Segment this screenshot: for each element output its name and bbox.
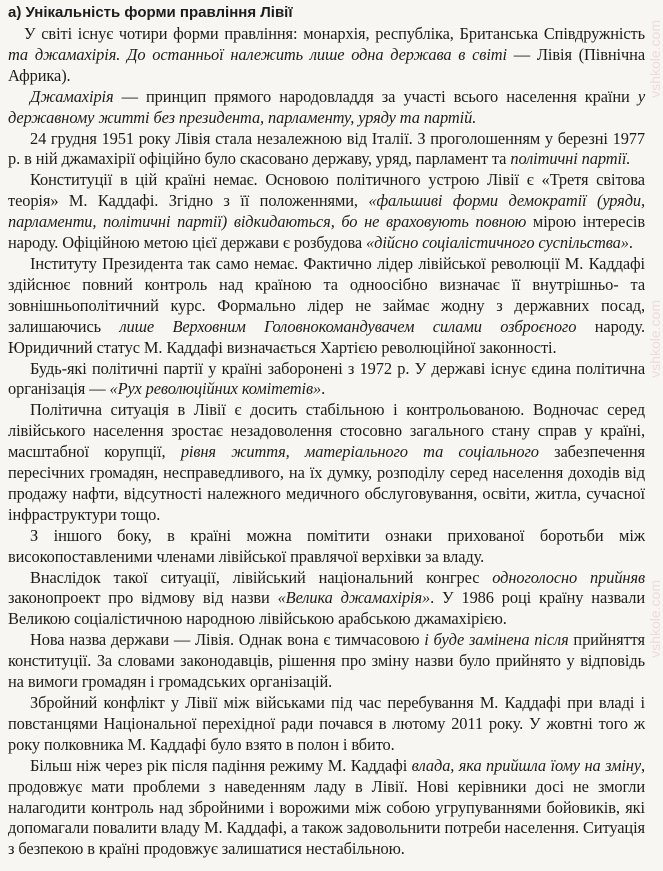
text-run: З іншого боку, в країні можна помітити ознаки прихованої боротьби між високопоставленими членами лівійської правлячої верхівки за владу. [8, 525, 645, 566]
italic-text: і буде замінена після [424, 630, 569, 650]
italic-text: «дійсно соціалістичного суспільства» [366, 233, 629, 253]
italic-text: політичні партії. [510, 149, 631, 169]
text-run: Інституту Президента так само немає. Фактично лідер лівійської революції М. Каддафі здійснює повний контроль над країною та одноосібно визначає її внутрішньо- та зовнішньополітичний курс. Формально лідер не займає жодну з державних посад, залишаючись [8, 253, 645, 336]
italic-text: рівня життя, матеріального та соціального [180, 442, 539, 462]
text-run: Внаслідок такої ситуації, лівійський національний конгрес [30, 567, 493, 587]
paragraph [8, 24, 645, 87]
text-run: законопроект про відмову від назви [8, 588, 278, 608]
italic-text: Джамахірія [30, 86, 114, 106]
text-run: Будь-які політичні партії у країні заборонені з 1972 р. У державі існує єдина політична організація — [8, 358, 645, 399]
text-run: , продовжує мати проблеми з наведенням ладу в Лівії. Нові керівники досі не змогли налагодити контроль над збройними і ворожими між собою угрупуваннями бойовиків, які допомагали повалити владу М. Каддафі, а також задовольнити потреби населення. Ситуація з безпекою в країні продовжує залишатися нестабільною. [8, 755, 645, 859]
text-run: Конституції в цій країні немає. Основою політичного устрою Лівії є «Третя світова теорія» М. Каддафі. Згідно з її положеннями, [8, 170, 645, 211]
italic-text: «фальшиві форми демократії (уряди, парламенти, політичні партії) відкидаються, бо не враховують повною [8, 191, 645, 232]
italic-text: лише Верховним Головнокомандувачем силами озброєного [119, 316, 577, 336]
text-run: 24 грудня 1951 року Лівія стала незалежною від Італії. З проголошенням у березні 1977 р. в ній джамахірії офіційно було скасовано державу, уряд, парламент та [8, 128, 645, 169]
italic-text: влада, яка прийшла їому на зміну [411, 755, 641, 775]
watermark-right-top: vshkole.com [647, 20, 663, 98]
paragraph [8, 359, 645, 401]
text-run: . У 1986 році країну назвали Великою соціалістичною народною лівійською арабською джамахірією. [8, 588, 645, 629]
text-run: — Лівія (Північна Африка). [8, 44, 645, 85]
paragraph [8, 756, 645, 861]
italic-text: одноголосно прийняв [492, 567, 645, 587]
paragraph [8, 170, 645, 254]
paragraph [8, 254, 645, 359]
text-run: У світі існує чотири форми правління: монархія, республіка, Британська Співдружність [24, 24, 645, 43]
watermark-right-bottom: vshkole.com [647, 580, 663, 658]
text-run: Нова назва держави — Лівія. Однак вона є тимчасовою [30, 630, 425, 650]
section-heading: а) Унікальність форми правління Лівії [8, 4, 293, 21]
italic-text: «Рух революційних комітетів» [109, 379, 322, 399]
text-run: Політична ситуація в Лівії є досить стабільною і контрольованою. Водночас серед лівійського населення зростає незадоволення стосовно загального стану справ у країні, масштабної корупції, [8, 400, 645, 462]
text-run: . [628, 233, 633, 253]
text-run: прийняття конституції. За словами законодавців, рішення про зміну назви було прийнято у відповідь на вимоги громадян і громадських організацій. [8, 630, 645, 692]
body-text [8, 24, 645, 860]
italic-text: у державному житті без президента, парламенту, уряду та партій. [8, 86, 645, 127]
paragraph [8, 630, 645, 693]
paragraph [8, 568, 645, 631]
watermark-right-middle: vshkole.com [647, 300, 663, 378]
paragraph [8, 87, 645, 129]
text-run: — принцип прямого народовладдя за участі всього населення країни [113, 86, 638, 106]
text-run: Збройний конфлікт у Лівії між військами під час перебування М. Каддафі при владі і повстанцями Національної перехідної ради почався в лютому 2011 року. У жовтні того ж року полковника М. Каддафі було взято в полон і вбито. [8, 693, 645, 754]
paragraph [8, 526, 645, 568]
paragraph [8, 693, 645, 756]
text-run: Більш ніж через рік після падіння режиму М. Каддафі [30, 755, 412, 775]
italic-text: «Велика джамахірія» [277, 588, 431, 608]
paragraph [8, 129, 645, 171]
paragraph [8, 400, 645, 525]
text-run: забезпечення пересічних громадян, несправедливого, на їх думку, розподілу серед населення доходів від продажу нафти, відсутності належного медичного обслуговування, освіти, житла, сучасної інфраструктури тощо. [8, 442, 645, 524]
text-run: мірою інтересів народу. Офіційною метою цієї держави є розбудова [8, 212, 645, 253]
italic-text: та джамахірія. До останньої належить лише одна держава в світі [8, 44, 507, 64]
text-run: народу. Юридичний статус М. Каддафі визначається Хартією революційної законності. [8, 316, 645, 357]
text-run: . [321, 379, 326, 399]
